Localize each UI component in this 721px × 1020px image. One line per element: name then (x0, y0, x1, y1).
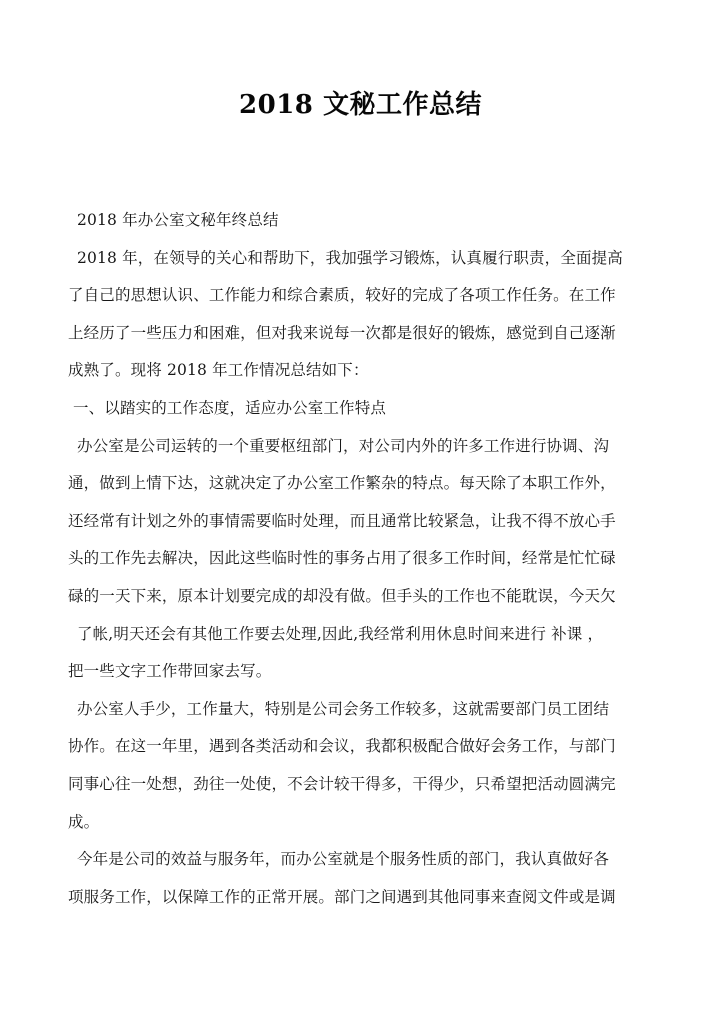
text-line: 项服务工作，以保障工作的正常开展。部门之间遇到其他同事来查阅文件或是调 (68, 887, 616, 906)
text-line: 上经历了一些压力和困难，但对我来说每一次都是很好的锻炼，感觉到自己逐渐 (68, 323, 616, 342)
text-line: 成熟了。现将 2018 年工作情况总结如下： (68, 361, 369, 380)
text-line: 今年是公司的效益与服务年，而办公室就是个服务性质的部门，我认真做好各 (77, 850, 610, 869)
text-line: 同事心往一处想，劲往一处使，不会计较干得多，干得少，只希望把活动圆满完 (68, 774, 616, 793)
paragraph-heading-one (68, 390, 648, 428)
text-line: 还经常有计划之外的事情需要临时处理，而且通常比较紧急，让我不得不放心手 (68, 511, 616, 530)
paragraph-section-one-body (68, 428, 648, 691)
text-line: 头的工作先去解决，因此这些临时性的事务占用了很多工作时间，经常是忙忙碌 (68, 549, 616, 568)
text-line: 一、以踏实的工作态度，适应办公室工作特点 (73, 398, 387, 417)
text-line: 成。 (68, 812, 100, 831)
document-body (68, 202, 648, 916)
paragraph-service (68, 841, 648, 916)
text-line: 2018 年，在领导的关心和帮助下，我加强学习锻炼，认真履行职责，全面提高 (77, 248, 623, 267)
text-line: 办公室是公司运转的一个重要枢纽部门，对公司内外的许多工作进行协调、沟 (77, 436, 610, 455)
paragraph-subtitle (68, 202, 648, 240)
text-line: 了帐,明天还会有其他工作要去处理,因此,我经常利用休息时间来进行 补课 ， (77, 624, 604, 643)
page-title: 2018 文秘工作总结 (239, 90, 482, 120)
text-line: 通，做到上情下达，这就决定了办公室工作繁杂的特点。每天除了本职工作外， (68, 474, 616, 493)
text-line: 协作。在这一年里，遇到各类活动和会议，我都积极配合做好会务工作，与部门 (68, 737, 616, 756)
text-line: 2018 年办公室文秘年终总结 (77, 211, 279, 229)
text-line: 办公室人手少，工作量大，特别是公司会务工作较多，这就需要部门员工团结 (77, 699, 610, 718)
text-line: 把一些文字工作带回家去写。 (68, 662, 272, 681)
text-line: 了自己的思想认识、工作能力和综合素质，较好的完成了各项工作任务。在工作 (68, 286, 616, 305)
paragraph-teamwork (68, 691, 648, 841)
paragraph-intro (68, 240, 648, 390)
text-line: 碌的一天下来，原本计划要完成的却没有做。但手头的工作也不能耽误，今天欠 (68, 586, 616, 605)
